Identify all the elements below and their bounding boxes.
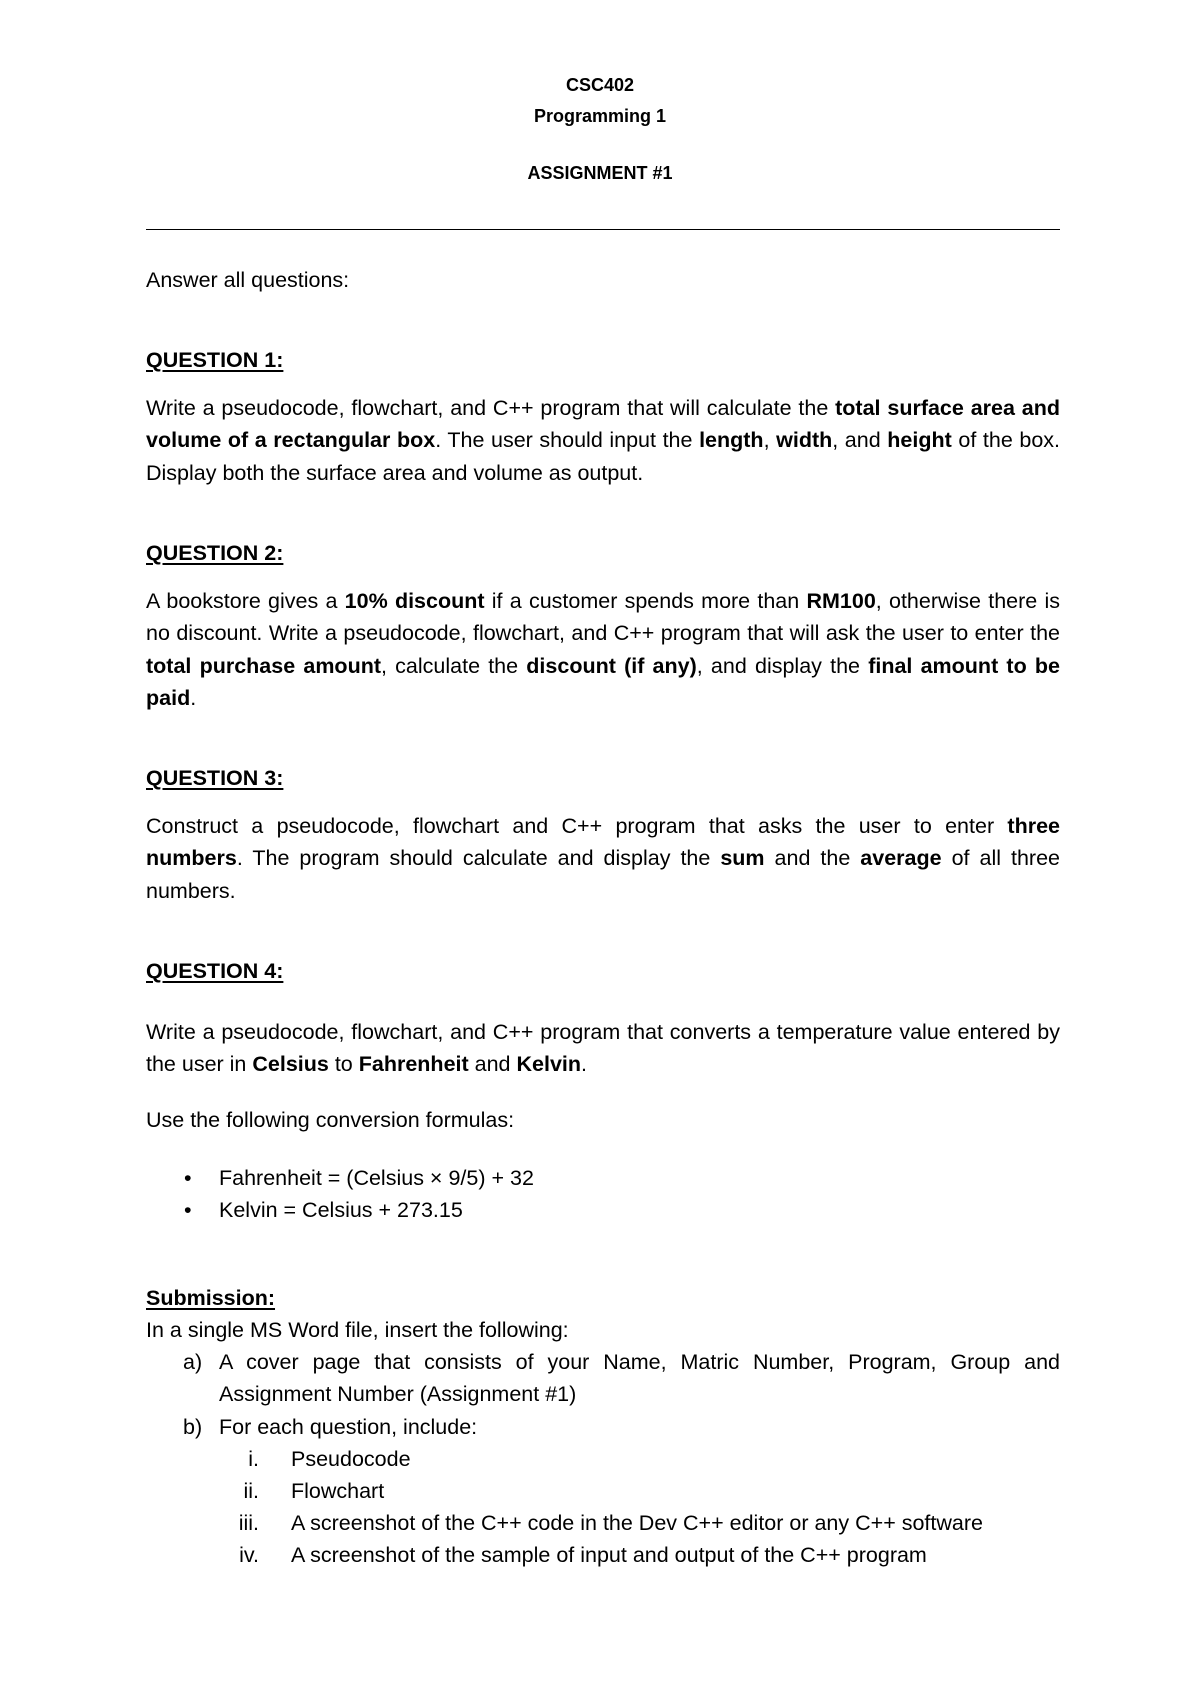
question-2-heading: QUESTION 2: — [146, 541, 284, 565]
submission-intro: In a single MS Word file, insert the following: — [146, 1318, 569, 1342]
question-4-heading: QUESTION 4: — [146, 959, 284, 983]
list-marker-iii: iii. — [238, 1511, 259, 1535]
list-marker-iv: iv. — [239, 1543, 259, 1567]
formula-kelvin: Kelvin = Celsius + 273.15 — [219, 1198, 463, 1222]
intro-text: Answer all questions: — [146, 268, 350, 292]
bullet-marker: • — [184, 1166, 192, 1190]
formula-fahrenheit: Fahrenheit = (Celsius × 9/5) + 32 — [219, 1166, 534, 1190]
question-2-text: A bookstore gives a 10% discount if a customer spends more than RM100, otherwise there is no discount. Write a pseudocode, flowchart, and C++ program that will ask the user to enter the total purchase amount, calculate the discount (if any), and display the final amount to be paid. — [146, 589, 1061, 710]
formula-intro: Use the following conversion formulas: — [146, 1108, 515, 1132]
question-3-text: Construct a pseudocode, flowchart and C++ program that asks the user to enter three numbers. The program should calculate and display the sum and the average of all three numbers. — [146, 814, 1060, 903]
question-3-heading: QUESTION 3: — [146, 766, 284, 790]
header-divider — [146, 229, 1060, 230]
assignment-title: ASSIGNMENT #1 — [527, 163, 673, 183]
subitem-pseudocode: Pseudocode — [291, 1447, 411, 1471]
bullet-marker: • — [184, 1198, 192, 1222]
list-marker-ii: ii. — [243, 1479, 259, 1503]
question-1-heading: QUESTION 1: — [146, 348, 284, 372]
submission-heading: Submission: — [146, 1286, 276, 1310]
subitem-io-screenshot: A screenshot of the sample of input and output of the C++ program — [291, 1543, 927, 1567]
question-4-text: Write a pseudocode, flowchart, and C++ program that converts a temperature value entered by the user in Celsius to Fahrenheit and Kelvin. — [146, 1020, 1060, 1077]
subitem-flowchart: Flowchart — [291, 1479, 385, 1503]
course-code: CSC402 — [565, 75, 635, 95]
list-marker-a: a) — [183, 1350, 203, 1374]
list-marker-b: b) — [183, 1415, 203, 1439]
submission-item-cover-page: A cover page that consists of your Name, Matric Number, Program, Group and Assignment Number (Assignment #1) — [219, 1350, 1060, 1407]
list-marker-i: i. — [248, 1447, 259, 1471]
subitem-code-screenshot: A screenshot of the C++ code in the Dev C++ editor or any C++ software — [291, 1511, 983, 1535]
question-1-text: Write a pseudocode, flowchart, and C++ program that will calculate the total surface area and volume of a rectangular box. The user should input the length, width, and height of the box. Display both the surface area and volume as output. — [146, 396, 1061, 485]
submission-item-per-question: For each question, include: — [219, 1415, 478, 1439]
course-name: Programming 1 — [533, 106, 667, 126]
